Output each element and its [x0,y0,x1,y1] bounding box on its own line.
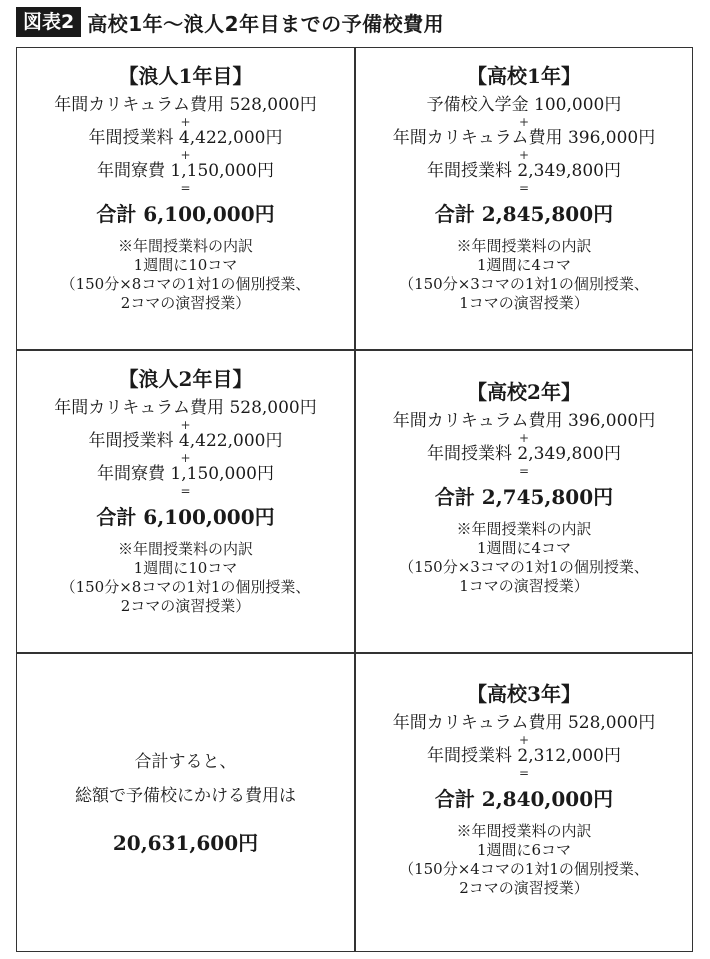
operator: + [180,115,191,129]
total-amount: 合計 6,100,000円 [96,505,275,529]
note-line: 1週間に10コマ [133,256,238,274]
cost-line: 年間カリキュラム費用 396,000円 [392,128,656,148]
note-line: ※年間授業料の内訳 [117,237,253,255]
note-line: 1週間に6コマ [476,841,572,859]
cost-line: 年間寮費 1,150,000円 [97,464,274,484]
note-line: ※年間授業料の内訳 [456,237,592,255]
table-divider-row2 [16,652,693,654]
operator: = [518,766,530,780]
total-amount: 合計 2,845,800円 [434,202,614,226]
note-line: 2コマの演習授業） [459,879,589,897]
cell-high-school-year1 [356,60,692,313]
cost-line: 年間カリキュラム費用 396,000円 [392,411,656,431]
operator: + [180,148,191,162]
note-line: （150分×3コマの1対1の個別授業、 [399,558,649,576]
cell-heading: 【高校3年】 [467,682,581,706]
operator: + [518,148,530,162]
cost-line: 年間授業料 2,312,000円 [427,746,621,766]
figure-header [16,6,444,38]
cell-heading: 【高校2年】 [467,380,581,404]
summary-total-amount: 20,631,600円 [112,830,259,855]
cell-heading: 【高校1年】 [467,64,581,88]
note-line: 1コマの演習授業） [459,577,589,595]
note-line: ※年間授業料の内訳 [456,520,592,538]
summary-intro: 合計すると、 [134,751,237,772]
note-line: （150分×3コマの1対1の個別授業、 [399,275,649,293]
cell-ronin-year2 [17,363,354,616]
summary-cell [17,655,354,951]
operator: = [518,181,530,195]
total-amount: 合計 2,745,800円 [434,485,614,509]
cost-line: 年間授業料 2,349,800円 [427,444,621,464]
cost-line: 年間授業料 2,349,800円 [427,161,621,181]
note-line: 2コマの演習授業） [120,597,251,615]
table-divider-row1 [16,349,693,351]
cost-line: 年間授業料 4,422,000円 [88,128,283,148]
note-line: （150分×8コマの1対1の個別授業、 [60,578,311,596]
operator: = [518,464,530,478]
total-amount: 合計 2,840,000円 [434,787,614,811]
operator: + [180,451,191,465]
figure-title: 高校1年〜浪人2年目までの予備校費用 [87,11,445,36]
note-line: 1コマの演習授業） [459,294,589,312]
operator: = [180,484,191,498]
operator: + [518,431,530,445]
note-line: ※年間授業料の内訳 [117,540,253,558]
cost-line: 年間カリキュラム費用 528,000円 [54,398,317,418]
cost-line: 年間授業料 4,422,000円 [88,431,283,451]
operator: + [518,733,530,747]
figure-label: 図表2 [16,7,81,37]
note-line: （150分×8コマの1対1の個別授業、 [60,275,311,293]
note-line: ※年間授業料の内訳 [456,822,592,840]
cost-line: 予備校入学金 100,000円 [426,95,622,115]
note-line: 1週間に4コマ [476,256,572,274]
cell-heading: 【浪人2年目】 [118,367,253,391]
cost-line: 年間カリキュラム費用 528,000円 [392,713,656,733]
note-line: 1週間に4コマ [476,539,572,557]
total-amount: 合計 6,100,000円 [96,202,275,226]
operator: + [180,418,191,432]
note-line: 2コマの演習授業） [120,294,251,312]
summary-description: 総額で予備校にかける費用は [75,785,296,806]
cost-line: 年間寮費 1,150,000円 [97,161,274,181]
note-line: （150分×4コマの1対1の個別授業、 [399,860,649,878]
operator: = [180,181,191,195]
cost-line: 年間カリキュラム費用 528,000円 [54,95,317,115]
cell-high-school-year2 [356,376,692,596]
cell-heading: 【浪人1年目】 [118,64,253,88]
operator: + [518,115,530,129]
cell-high-school-year3 [356,678,692,898]
cell-ronin-year1 [17,60,354,313]
note-line: 1週間に10コマ [133,559,238,577]
